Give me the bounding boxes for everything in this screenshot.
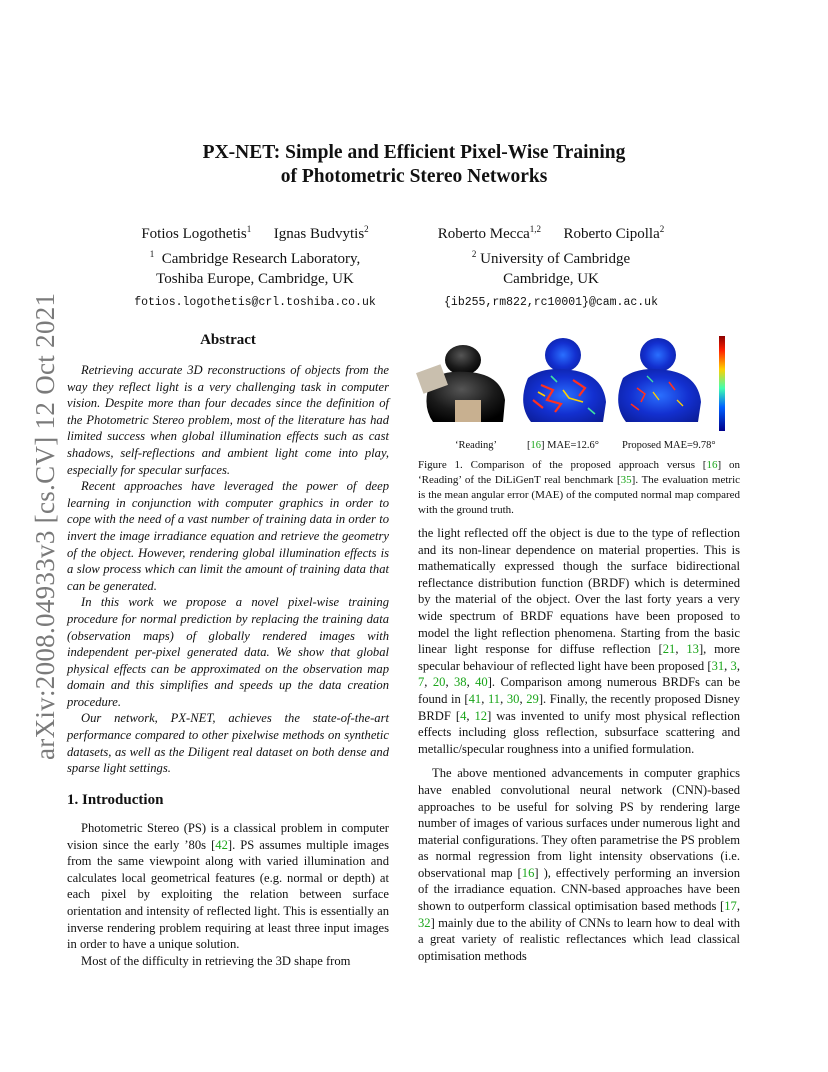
- text: MAE=12.6°: [547, 440, 599, 451]
- colorbar: [719, 336, 725, 431]
- author-sup: 2: [364, 224, 369, 234]
- abstract-heading: Abstract: [200, 332, 256, 348]
- title-line-1: PX-NET: Simple and Efficient Pixel-Wise Training: [202, 142, 626, 163]
- abstract-p3: In this work we propose a novel pixel-wise training procedure for normal prediction by replacing the training data (observation maps) of globally rendered images with independent per-pixel generated data. We show that global physical effects can be approximated on the observation map domain and this simplifies and speeds up the data creation procedure.: [67, 595, 389, 709]
- fig-label-proposed: Proposed MAE=9.78°: [622, 440, 716, 451]
- authors-right: [420, 219, 682, 313]
- citation-link[interactable]: 16: [706, 459, 718, 471]
- fig-label-mid: [16] MAE=12.6°: [527, 440, 599, 451]
- text: The above mentioned advancements in computer graphics have enabled convolutional neural network (CNN)-based approaches to be useful for solving PS by rendering large number of images of various surfaces under numerous light and material configurations. They often parametrise the PS problem as normal regression from light intensity observations (i.e. observational map [: [418, 766, 740, 880]
- affiliation-right-1: [420, 244, 682, 269]
- abstract-p4: Our network, PX-NET, achieves the state-of-the-art performance compared to other pixelwise methods on synthetic datasets, as well as the Diligent real dataset on both dense and sparse light settings.: [67, 711, 389, 776]
- abstract-p1: Retrieving accurate 3D reconstructions of objects from the way they reflect light is a very challenging task in computer vision. Despite more than four decades since the definition of the Photometric Stereo problem, most of the literature has had limited success when global illumination effects such as cast shadows, self-reflections and ambient light come into play, especially for specular surfaces.: [67, 363, 389, 477]
- arxiv-stamp-container: [10, 290, 60, 760]
- author-names-right: [420, 219, 682, 244]
- text: ]. Comparison among numerous BRDFs can be found in [: [418, 675, 741, 706]
- text: Photometric Stereo (PS) is a classical problem in computer vision since the early ’80s [: [67, 821, 389, 852]
- text: ]. The evaluation metric is the mean angular error (MAE) of the computed normal map compared with the ground truth.: [418, 474, 741, 516]
- error-map-16: [523, 338, 606, 422]
- citation-link[interactable]: 16: [530, 440, 541, 451]
- citation-link[interactable]: 31: [711, 658, 725, 673]
- citation-link[interactable]: 42: [215, 837, 228, 852]
- author-budvytis: Ignas Budvytis: [273, 226, 365, 242]
- title-line-2: of Photometric Stereo Networks: [280, 166, 548, 187]
- citation-link[interactable]: 20: [432, 675, 446, 690]
- reading-image: [416, 345, 505, 422]
- text: ]. PS assumes multiple images from the same viewpoint along with varied illumination and calculates local geometrical features (e.g. normal or depth) at each pixel by exploiting the relation between surface orientation and intensity of reflected light. This is essentially an inverse rendering problem requiring at least three input images in order to have a unique solution.: [67, 837, 389, 952]
- text: ,: [675, 642, 687, 657]
- figure-1-images: [413, 330, 743, 435]
- citation-link[interactable]: 12: [474, 708, 488, 723]
- text: ]. Finally, the recently proposed Disney BRDF [: [418, 691, 741, 723]
- author-sup: 1,2: [529, 224, 542, 234]
- citation-link[interactable]: 40: [475, 675, 488, 690]
- citation-link[interactable]: 4: [460, 708, 467, 723]
- intro-p2: Most of the difficulty in retrieving the 3D shape from: [81, 953, 351, 968]
- citation-link[interactable]: 16: [521, 865, 535, 880]
- citation-link[interactable]: 29: [526, 691, 539, 706]
- citation-link[interactable]: 17: [724, 899, 737, 914]
- text: ] on ‘Reading’ of the DiLiGenT real benchmark [: [418, 459, 740, 486]
- figure-1: [413, 330, 743, 435]
- citation-link[interactable]: 38: [453, 675, 467, 690]
- author-sup: 2: [659, 224, 665, 234]
- author-names-left: [110, 219, 400, 244]
- citation-link[interactable]: 11: [487, 691, 501, 706]
- intro-body: [67, 820, 389, 969]
- email-left[interactable]: fotios.logothetis@crl.toshiba.co.uk: [134, 296, 376, 309]
- citation-link[interactable]: 35: [620, 474, 632, 486]
- aff-text: Cambridge Research Laboratory,: [161, 251, 361, 267]
- aff-sup: 1: [149, 249, 155, 259]
- paper-title: [0, 141, 828, 189]
- text: ] ), effectively performing an inversion of the irradiance equation. CNN-based approaches have been shown to outperform classical optimisation based methods [: [418, 865, 740, 914]
- right-p1: the light reflected off the object is due to the type of reflection and its non-linear dependence on material properties. This is mathematically expressed though the surface bidirectional reflectance distribution function (BRDF) which is determined by the material of the object. Over the last forty years a very wide spectrum of BRDF equations have been proposed to model the light reflection phenomena. Starting from the basic linear light response for diffuse reflection [21, 13], more specular behaviour of reflected light have been proposed [31, 3, 7, 20, 38, 40]. Comparison among numerous BRDFs can be found in [41, 11, 30, 29]. Finally, the recently proposed Disney BRDF [4, 12] was invented to unify most physical reflection effects including gloss reflection, subsurface scattering and metallic/specular roughness into a unified formulation.: [418, 526, 741, 756]
- author-logothetis: Fotios Logothetis: [141, 226, 247, 242]
- aff-sup: 2: [471, 249, 477, 259]
- email-right[interactable]: {ib255,rm822,rc10001}@cam.ac.uk: [444, 296, 658, 309]
- citation-link[interactable]: 21: [662, 642, 676, 657]
- text: Figure 1. Comparison of the proposed approach versus [: [418, 459, 707, 471]
- text: ] mainly due to the ability of CNNs to learn how to deal with a great variety of realistic reflectances which lead classical optimisation methods: [418, 915, 740, 963]
- fig-label-reading: ‘Reading’: [455, 440, 497, 451]
- right-p2: The above mentioned advancements in computer graphics have enabled convolutional neural network (CNN)-based approaches to be useful for solving PS by rendering large number of images of various surfaces under numerous light and material configurations. They often parametrise the PS problem as normal regression from light intensity observations (i.e. observational map [16] ), effectively performing an inversion of the irradiance equation. CNN-based approaches have been shown to outperform classical optimisation based methods [17, 32] mainly due to the ability of CNNs to learn how to deal with a great variety of realistic reflectances which lead classical optimisation methods: [418, 766, 740, 963]
- text: ], more specular behaviour of reflected light have been proposed [: [418, 642, 740, 673]
- intro-heading: 1. Introduction: [67, 792, 164, 808]
- figure-1-caption: [418, 458, 740, 518]
- citation-link[interactable]: 32: [418, 915, 431, 930]
- author-mecca: Roberto Mecca: [437, 226, 530, 242]
- citation-link[interactable]: 7: [418, 675, 425, 690]
- text: the light reflected off the object is due to the type of reflection and its non-linear dependence on material properties. This is mathematically expressed though the surface bidirectional reflectance distribution function (BRDF) which is determined by the material of the object. Over the last forty years a very wide spectrum of BRDF equations have been proposed to model the light reflection phenomena. Starting from the basic linear light response for diffuse reflection [: [418, 526, 740, 657]
- citation-link[interactable]: 30: [506, 691, 520, 706]
- text: ] was invented to unify most physical reflection effects including gloss reflection, subsurface scattering and metallic/specular roughness into a unified formulation.: [418, 708, 740, 756]
- abstract-body: [67, 362, 389, 777]
- author-sup: 1: [246, 224, 252, 234]
- author-cipolla: Roberto Cipolla: [563, 226, 660, 242]
- citation-link[interactable]: 41: [468, 691, 482, 706]
- affiliation-right-2: Cambridge, UK: [503, 271, 599, 287]
- error-map-proposed: [618, 338, 701, 422]
- citation-link[interactable]: 13: [686, 642, 699, 657]
- authors-left: [110, 219, 400, 313]
- citation-link[interactable]: 3: [730, 658, 737, 673]
- abstract-p2: Recent approaches have leveraged the power of deep learning in conjunction with computer graphics in order to cope with the need of a vast number of training data in order to invert the image irradiance equation and retrieve the geometry of the object. However, rendering global illumination effects is a slow process which can limit the amount of training data that can be generated.: [67, 479, 389, 593]
- right-column-body: [418, 525, 740, 964]
- aff-text: University of Cambridge: [480, 251, 631, 267]
- affiliation-left-1: [110, 244, 400, 269]
- arxiv-stamp: arXiv:2008.04933v3 [cs.CV] 12 Oct 2021: [30, 292, 60, 760]
- intro-p1: [67, 820, 389, 953]
- affiliation-left-2: Toshiba Europe, Cambridge, UK: [156, 271, 354, 287]
